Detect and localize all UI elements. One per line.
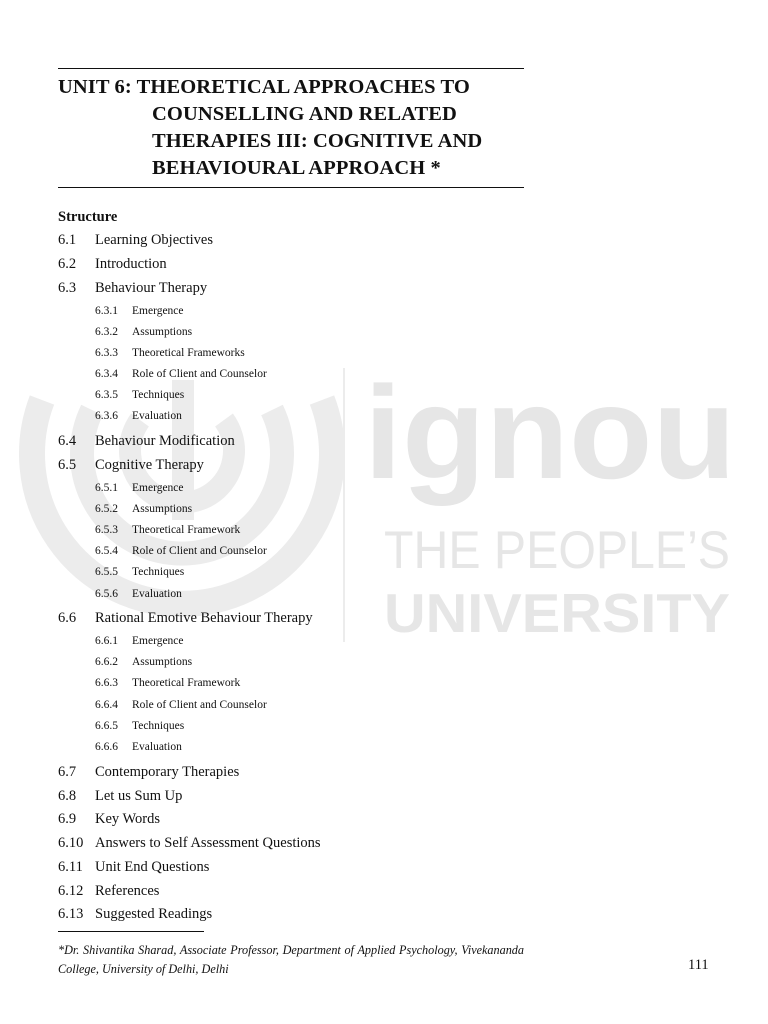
toc-label: Techniques <box>132 720 185 732</box>
toc-label: Rational Emotive Behaviour Therapy <box>95 610 313 626</box>
toc-label: Assumptions <box>132 503 193 515</box>
toc-number: 6.5.5 <box>95 566 118 578</box>
toc-label: References <box>95 883 160 899</box>
toc-label: Evaluation <box>132 410 182 422</box>
watermark-word: ignou <box>364 359 736 506</box>
toc-label: Role of Client and Counselor <box>132 545 267 557</box>
author-footnote: *Dr. Shivantika Sharad, Associate Professor, Department of Applied Psychology, Vivekananda College, University of Delhi, Delhi <box>58 943 524 976</box>
toc-number: 6.3.3 <box>95 347 118 359</box>
unit-title-line-1: UNIT 6: THEORETICAL APPROACHES TO <box>58 76 470 98</box>
toc-number: 6.3.4 <box>95 368 118 380</box>
toc-number: 6.13 <box>58 906 84 922</box>
toc-number: 6.3 <box>58 280 77 296</box>
toc-label: Theoretical Framework <box>132 677 241 689</box>
toc-number: 6.3.6 <box>95 410 118 422</box>
toc-number: 6.6 <box>58 610 77 626</box>
toc-number: 6.6.6 <box>95 741 118 753</box>
toc-label: Evaluation <box>132 588 182 600</box>
toc-number: 6.5.4 <box>95 545 118 557</box>
toc-number: 6.5.1 <box>95 482 118 494</box>
toc-number: 6.9 <box>58 811 77 827</box>
toc-number: 6.3.1 <box>95 305 118 317</box>
toc-label: Assumptions <box>132 326 193 338</box>
unit-title-line-2: COUNSELLING AND RELATED <box>152 103 457 125</box>
toc-number: 6.11 <box>58 859 83 875</box>
watermark-tagline-2: UNIVERSITY <box>384 582 730 644</box>
unit-title-line-4: BEHAVIOURAL APPROACH * <box>152 157 441 179</box>
toc-number: 6.8 <box>58 788 77 804</box>
toc-label: Behaviour Therapy <box>95 280 208 296</box>
toc-label: Suggested Readings <box>95 906 213 922</box>
toc-number: 6.4 <box>58 433 77 449</box>
toc-number: 6.6.3 <box>95 677 118 689</box>
toc-label: Techniques <box>132 389 185 401</box>
toc-label: Introduction <box>95 256 167 272</box>
page-number: 111 <box>688 957 709 973</box>
toc-label: Contemporary Therapies <box>95 764 240 780</box>
structure-heading: Structure <box>58 209 118 225</box>
toc-label: Assumptions <box>132 656 193 668</box>
toc-number: 6.6.2 <box>95 656 118 668</box>
toc-number: 6.6.5 <box>95 720 118 732</box>
toc-label: Key Words <box>95 811 161 827</box>
toc-number: 6.7 <box>58 764 77 780</box>
toc-label: Evaluation <box>132 741 182 753</box>
footnote-rule <box>58 931 204 932</box>
toc-number: 6.5.2 <box>95 503 118 515</box>
toc-number: 6.5 <box>58 457 77 473</box>
toc-number: 6.3.2 <box>95 326 118 338</box>
unit-title-line-3: THERAPIES III: COGNITIVE AND <box>152 130 483 152</box>
toc-label: Behaviour Modification <box>95 433 235 449</box>
toc-number: 6.10 <box>58 835 84 851</box>
toc-label: Role of Client and Counselor <box>132 368 267 380</box>
title-bottom-rule <box>58 187 524 188</box>
toc-label: Emergence <box>132 482 184 494</box>
toc-number: 6.12 <box>58 883 84 899</box>
toc-label: Emergence <box>132 305 184 317</box>
toc-number: 6.2 <box>58 256 77 272</box>
watermark-tagline-1: THE PEOPLE’S <box>384 521 730 580</box>
toc-number: 6.5.6 <box>95 588 118 600</box>
toc-label: Emergence <box>132 635 184 647</box>
toc-label: Techniques <box>132 566 185 578</box>
title-top-rule <box>58 68 524 69</box>
toc-label: Role of Client and Counselor <box>132 699 267 711</box>
toc-label: Answers to Self Assessment Questions <box>95 835 321 851</box>
toc-label: Theoretical Framework <box>132 524 241 536</box>
toc-label: Learning Objectives <box>95 232 213 248</box>
toc-number: 6.3.5 <box>95 389 118 401</box>
toc-number: 6.5.3 <box>95 524 118 536</box>
toc-label: Let us Sum Up <box>95 788 183 804</box>
toc-number: 6.6.4 <box>95 699 118 711</box>
toc-number: 6.6.1 <box>95 635 118 647</box>
toc-label: Theoretical Frameworks <box>132 347 245 359</box>
toc-label: Unit End Questions <box>95 859 210 875</box>
toc-number: 6.1 <box>58 232 77 248</box>
toc-label: Cognitive Therapy <box>95 457 204 473</box>
